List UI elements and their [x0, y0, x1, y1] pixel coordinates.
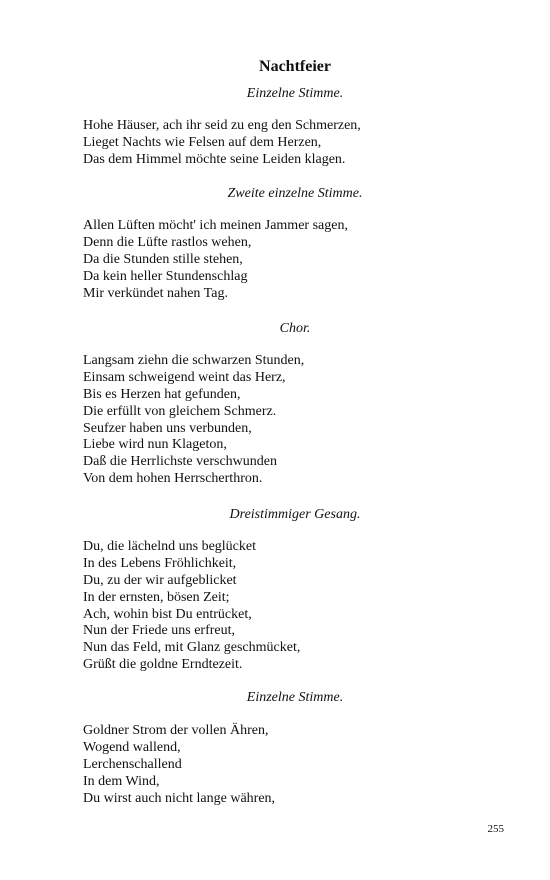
- stanza-5: [83, 723, 523, 807]
- verse-line: Von dem hohen Herrscherthron.: [83, 471, 263, 487]
- verse-line: Hohe Häuser, ach ihr seid zu eng den Schmerzen,: [83, 118, 361, 133]
- verse-line: Goldner Strom der vollen Ähren,: [83, 723, 269, 738]
- verse-line: Das dem Himmel möchte seine Leiden klagen.: [83, 151, 346, 167]
- verse-line: Du, zu der wir aufgeblicket: [83, 572, 237, 588]
- verse-line: In dem Wind,: [83, 773, 160, 789]
- poem-title: Nachtfeier: [259, 58, 331, 75]
- stanza-3: [83, 353, 523, 488]
- verse-line: Du wirst auch nicht lange währen,: [83, 790, 276, 806]
- page-number: 255: [487, 823, 504, 835]
- verse-line: Du, die lächelnd uns beglücket: [83, 539, 257, 554]
- verse-line: In des Lebens Fröhlichkeit,: [83, 555, 237, 571]
- verse-line: Nun das Feld, mit Glanz geschmücket,: [83, 640, 301, 656]
- verse-line: Die erfüllt von gleichem Schmerz.: [83, 403, 277, 419]
- voice-heading-2: Zweite einzelne Stimme.: [227, 186, 363, 201]
- verse-line: Einsam schweigend weint das Herz,: [83, 369, 286, 385]
- stanza-1: [83, 118, 523, 169]
- verse-line: Lerchenschallend: [83, 756, 182, 772]
- verse-line: Langsam ziehn die schwarzen Stunden,: [83, 353, 305, 368]
- stanza-2: [83, 218, 523, 302]
- verse-line: Allen Lüften möcht' ich meinen Jammer sagen,: [83, 218, 348, 233]
- verse-line: Denn die Lüfte rastlos wehen,: [83, 234, 252, 250]
- verse-line: Da die Stunden stille stehen,: [83, 251, 243, 267]
- verse-line: Da kein heller Stundenschlag: [83, 268, 248, 284]
- verse-line: Liebe wird nun Klageton,: [83, 437, 227, 453]
- verse-line: Seufzer haben uns verbunden,: [83, 420, 252, 436]
- verse-line: Ach, wohin bist Du entrücket,: [83, 606, 252, 622]
- voice-heading-5: Einzelne Stimme.: [246, 690, 344, 705]
- voice-heading-4: Dreistimmiger Gesang.: [229, 507, 361, 522]
- voice-heading-1: Einzelne Stimme.: [246, 86, 344, 101]
- verse-line: Mir verkündet nahen Tag.: [83, 285, 228, 301]
- verse-line: Wogend wallend,: [83, 739, 181, 755]
- stanza-4: [83, 539, 523, 674]
- verse-line: Nun der Friede uns erfreut,: [83, 623, 236, 639]
- verse-line: Daß die Herrlichste verschwunden: [83, 454, 277, 470]
- verse-line: In der ernsten, bösen Zeit;: [83, 589, 230, 605]
- verse-line: Bis es Herzen hat gefunden,: [83, 386, 241, 402]
- verse-line: Grüßt die goldne Erndtezeit.: [83, 657, 243, 673]
- voice-heading-3: Chor.: [279, 321, 311, 336]
- verse-line: Lieget Nachts wie Felsen auf dem Herzen,: [83, 134, 322, 150]
